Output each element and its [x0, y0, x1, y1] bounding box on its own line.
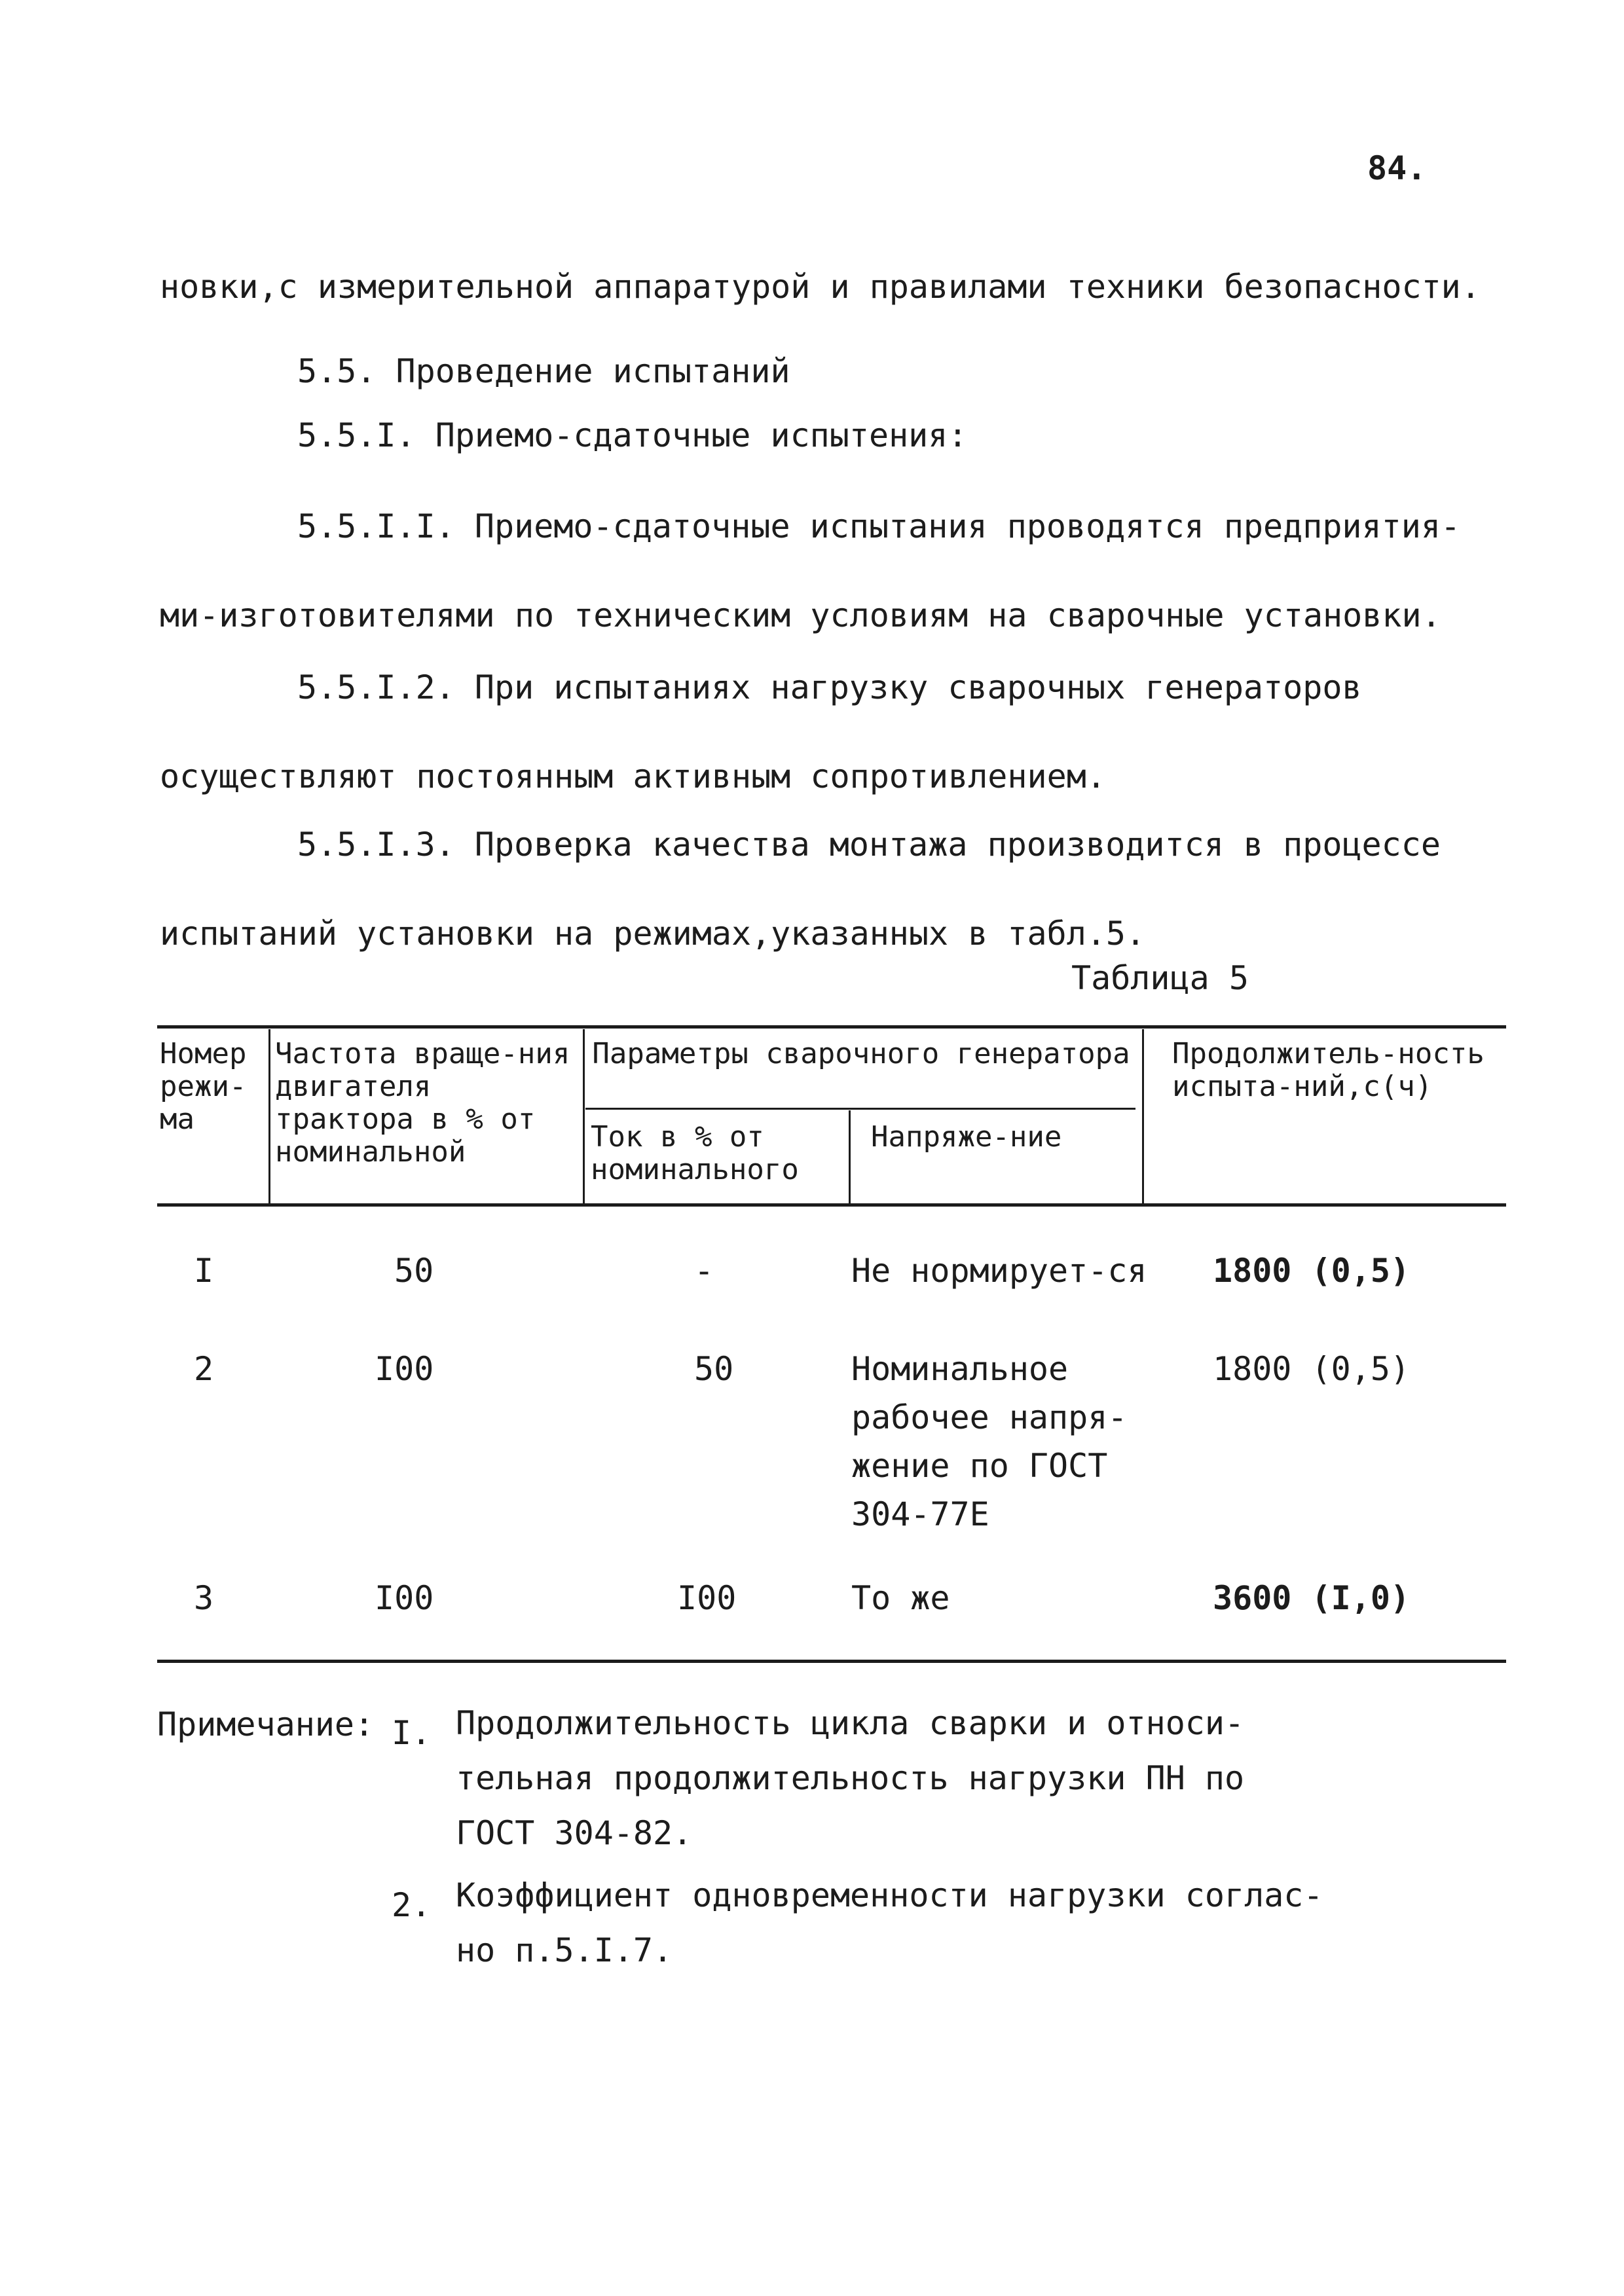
- paragraph-continuation: новки,с измерительной аппаратурой и правилами техники безопасности.: [160, 268, 1481, 306]
- col-divider-4: [1142, 1029, 1144, 1203]
- header-engine-speed: Частота враще-ния двигателя трактора в % от номинальной: [275, 1037, 570, 1169]
- cell-speed: 50: [394, 1252, 434, 1290]
- note-item-text: Продолжительность цикла сварки и относи-тельная продолжительность нагрузки ПН по ГОСТ 304-82.: [456, 1704, 1245, 1852]
- header-current: Ток в % от номинального: [591, 1120, 799, 1186]
- cell-mode: 2: [194, 1350, 214, 1388]
- cell-mode: I: [194, 1252, 214, 1290]
- table-caption: Таблица 5: [1071, 959, 1249, 997]
- col-divider-2: [583, 1029, 585, 1203]
- cell-voltage: Номинальное рабочее напря-жение по ГОСТ 304-77Е: [851, 1350, 1128, 1533]
- header-duration: Продолжитель-ность испыта-ний,с(ч): [1172, 1037, 1485, 1103]
- page-number: 84.: [1367, 149, 1427, 187]
- cell-current: I00: [677, 1579, 737, 1617]
- note-item-number: I.: [392, 1714, 432, 1752]
- subsection-heading-5-5-1: 5.5.I. Приемо-сдаточные испытения:: [297, 416, 968, 454]
- col-divider-1: [268, 1029, 270, 1203]
- cell-voltage: То же: [851, 1579, 950, 1617]
- cell-current: 50: [694, 1350, 734, 1388]
- header-generator-params: Параметры сварочного генератора: [592, 1037, 1130, 1070]
- col-divider-3: [849, 1110, 851, 1203]
- header-mode-number: Номер режи-ма: [160, 1037, 247, 1136]
- cell-mode: 3: [194, 1579, 214, 1617]
- header-subdivider: [585, 1108, 1135, 1110]
- note-item-text: Коэффициент одновременности нагрузки соглас-но п.5.I.7.: [456, 1876, 1323, 1969]
- table-header-rule: [157, 1203, 1506, 1207]
- cell-voltage: Не нормирует-ся: [851, 1252, 1147, 1290]
- note-item-number: 2.: [392, 1886, 432, 1924]
- cell-speed: I00: [375, 1579, 434, 1617]
- cell-duration: 1800 (0,5): [1213, 1350, 1411, 1388]
- table-top-rule: [157, 1025, 1506, 1029]
- cell-duration: 1800 (0,5): [1213, 1252, 1411, 1290]
- cell-current: -: [694, 1252, 714, 1290]
- paragraph-5-5-1-3: 5.5.I.3. Проверка качества монтажа производится в процессе испытаний установки на режимах,указанных в табл.5.: [160, 826, 1441, 953]
- table-bottom-rule: [157, 1660, 1506, 1663]
- paragraph-5-5-1-1: 5.5.I.I. Приемо-сдаточные испытания проводятся предприятия-ми-изготовителями по техническим условиям на сварочные установки.: [160, 507, 1461, 634]
- header-voltage: Напряже-ние: [871, 1120, 1062, 1154]
- cell-duration: 3600 (I,0): [1213, 1579, 1411, 1617]
- cell-speed: I00: [375, 1350, 434, 1388]
- note-label: Примечание:: [157, 1705, 375, 1743]
- section-heading-5-5: 5.5. Проведение испытаний: [297, 352, 790, 390]
- paragraph-5-5-1-2: 5.5.I.2. При испытаниях нагрузку сварочных генераторов осуществляют постоянным активным сопротивлением.: [160, 668, 1362, 795]
